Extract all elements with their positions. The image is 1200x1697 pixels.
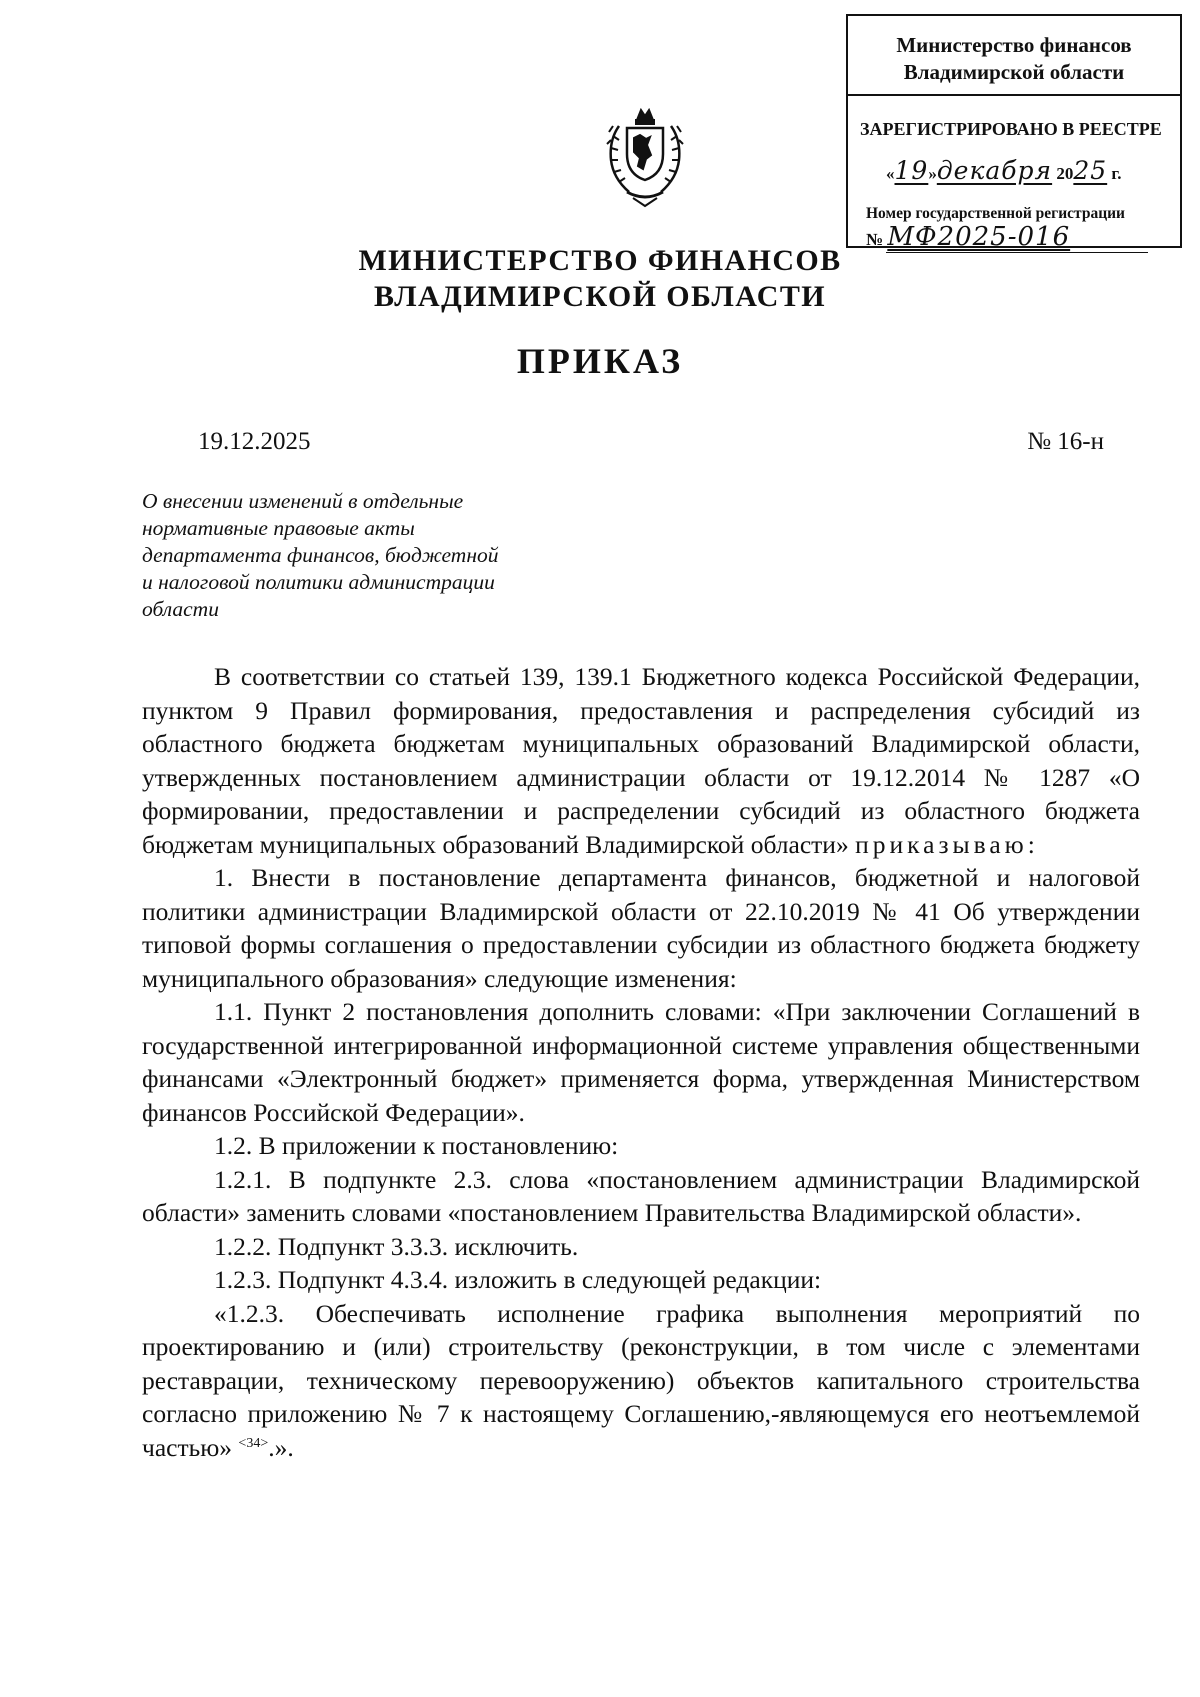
paragraph-1-2: 1.2. В приложении к постановлению: (214, 1131, 619, 1160)
subject-line: нормативные правовые акты (142, 516, 415, 540)
stamp-reg-number-label: Номер государственной регистрации (866, 205, 1125, 222)
document-number: № 16-н (1027, 428, 1104, 455)
quoted-paragraph (142, 1297, 1140, 1465)
stamp-reg-number: МФ2025-016 (887, 222, 1071, 252)
stamp-reg-number-prefix: № (866, 230, 884, 249)
coat-of-arms-icon (597, 108, 693, 212)
paragraph-1-2-2: 1.2.2. Подпункт 3.3.3. исключить. (214, 1231, 579, 1261)
stamp-date-day: 19 (894, 156, 929, 185)
subject-line: области (142, 597, 219, 621)
stamp-org-line1: Министерство финансов (896, 33, 1132, 57)
document-type: ПРИКАЗ (516, 341, 684, 381)
quoted-end: .». (268, 1432, 294, 1462)
stamp-date-close-quote: » (928, 164, 937, 183)
paragraph-1: 1. Внести в постановление департамента финансов, бюджетной и налоговой политики администрации Владимирской области от 22.10.2019 № 41 Об утверждении типовой формы соглашения о предоставлении субсидии из областного бюджета бюджету муниципального образования» следующие изменения: (142, 863, 1140, 993)
paragraph-1-2-1: 1.2.1. В подпункте 2.3. слова «постановлением администрации Владимирской области» заменить словами «постановлением Правительства Владимирской области». (142, 1164, 1140, 1227)
subject-line: и налоговой политики администрации (142, 570, 495, 594)
orders-word: приказываю: (855, 829, 1039, 859)
footnote-marker: <34> (238, 1435, 269, 1451)
stamp-date-month: декабря (936, 156, 1053, 185)
subject-line: О внесении изменений в отдельные (142, 489, 464, 513)
stamp-organization (848, 32, 1180, 86)
quoted-text: «1.2.3. Обеспечивать исполнение графика выполнения мероприятий по проектированию и (или) строительству (реконструкции, в том числе с элементами реставрации, техническому перевооружению) объектов капитального строительства согласно приложению № 7 к настоящему Соглашению,-являющемуся его неотъемлемой частью» (142, 1298, 1140, 1462)
stamp-registered-label: ЗАРЕГИСТРИРОВАНО В РЕЕСТРЕ (860, 119, 1162, 139)
document-body (142, 660, 1140, 1464)
ministry-title-line1: МИНИСТЕРСТВО ФИНАНСОВ (358, 244, 842, 277)
stamp-date (886, 156, 1121, 185)
stamp-divider (848, 94, 1180, 96)
stamp-date-year-prefix: 20 (1056, 164, 1074, 183)
ministry-title (0, 243, 1200, 315)
preamble-text: В соответствии со статьей 139, 139.1 Бюджетного кодекса Российской Федерации, пунктом 9 Правил формирования, предоставления и распределения субсидий из областного бюджета бюджетам муниципальных образований Владимирской области, утвержденных постановлением администрации области от 19.12.2014 № 1287 «О формировании, предоставлении и распределении субсидий из областного бюджета бюджетам муниципальных образований Владимирской области» (142, 662, 1140, 859)
stamp-date-year-suffix: 25 (1073, 156, 1108, 185)
stamp-date-suffix: г. (1111, 164, 1122, 183)
document-date: 19.12.2025 (198, 428, 311, 455)
paragraph-1-1: 1.1. Пункт 2 постановления дополнить словами: «При заключении Соглашений в государственной интегрированной информационной системе управления общественными финансами «Электронный бюджет» применяется форма, утвержденная Министерством финансов Российской Федерации». (142, 997, 1140, 1127)
stamp-org-line2: Владимирской области (903, 60, 1125, 84)
subject-line: департамента финансов, бюджетной (142, 543, 499, 567)
registration-stamp (846, 14, 1182, 252)
ministry-title-line2: ВЛАДИМИРСКОЙ ОБЛАСТИ (374, 280, 826, 313)
paragraph-1-2-3: 1.2.3. Подпункт 4.3.4. изложить в следующей редакции: (214, 1265, 822, 1294)
stamp-date-open-quote: « (886, 164, 895, 183)
document-subject (142, 488, 582, 623)
preamble-paragraph (142, 660, 1140, 861)
